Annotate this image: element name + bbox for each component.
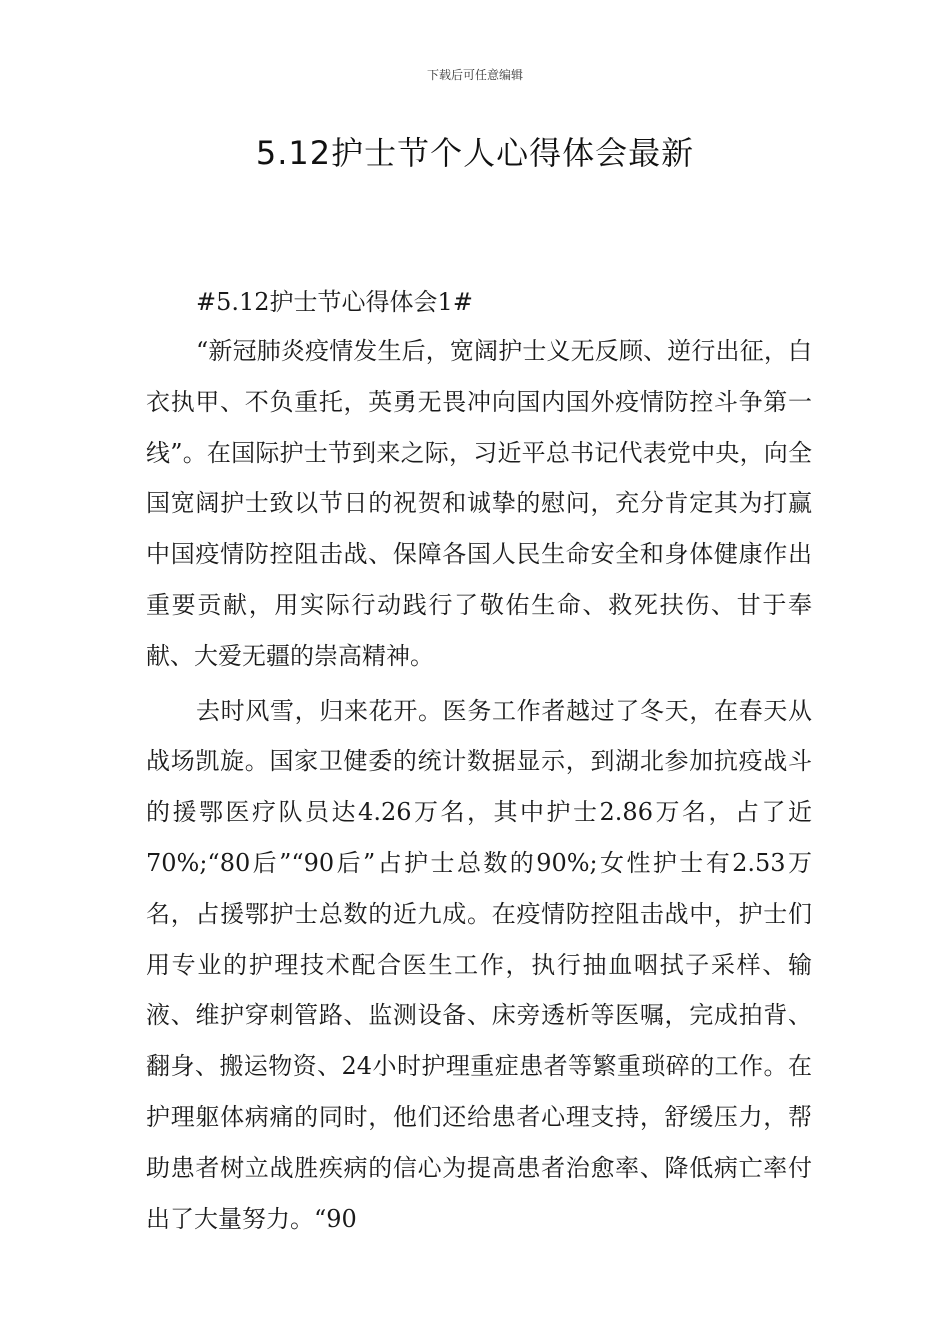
header-note: 下载后可任意编辑 <box>426 68 523 82</box>
document-title: 5.12护士节个人心得体会最新 <box>255 134 695 172</box>
section-heading: #5.12护士节心得体会1# <box>196 288 473 316</box>
paragraph-2: 去时风雪，归来花开。医务工作者越过了冬天，在春天从战场凯旋。国家卫健委的统计数据显示，到湖北参加抗疫战斗的援鄂医疗队员达4.26万名，其中护士2.86万名，占了近70%;“80后”“90后”占护士总数的90%;女性护士有2.53万名，占援鄂护士总数的近九成。在疫情防控阻击战中，护士们用专业的护理技术配合医生工作，执行抽血咽拭子采样、输液、维护穿刺管路、监测设备、床旁透析等医嘱，完成拍背、翻身、搬运物资、24小时护理重症患者等繁重琐碎的工作。在护理躯体病痛的同时，他们还给患者心理支持，舒缓压力，帮助患者树立战胜疾病的信心为提高患者治愈率、降低病亡率付出了大量努力。“90 <box>146 696 812 1233</box>
paragraph-1: “新冠肺炎疫情发生后，宽阔护士义无反顾、逆行出征，白衣执甲、不负重托，英勇无畏冲向国内国外疫情防控斗争第一线”。在国际护士节到来之际，习近平总书记代表党中央，向全国宽阔护士致以节日的祝贺和诚挚的慰问，充分肯定其为打赢中国疫情防控阻击战、保障各国人民生命安全和身体健康作出重要贡献，用实际行动践行了敬佑生命、救死扶伤、甘于奉献、大爱无疆的崇高精神。 <box>146 337 812 670</box>
document-body <box>146 280 812 1244</box>
